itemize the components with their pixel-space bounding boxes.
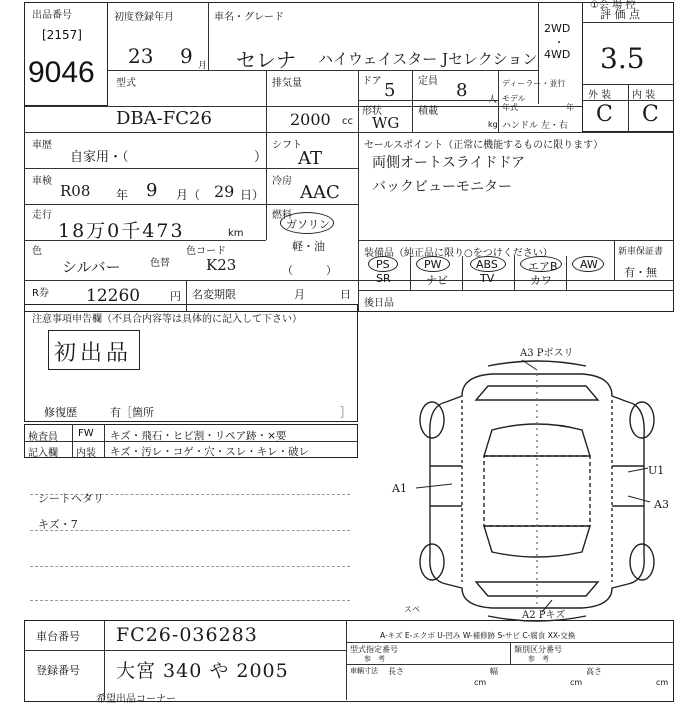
- model-year-label2: 年式: [502, 103, 518, 112]
- lot-sub-number: [2157]: [42, 28, 82, 42]
- doors-value: 5: [384, 80, 396, 101]
- diagram-bottom-note: A2 Pキズ: [522, 610, 566, 621]
- inspection-label: 車検: [32, 176, 52, 187]
- equip-sr: SR: [376, 272, 391, 285]
- fuel-gasoline: ガソリン: [286, 218, 330, 231]
- sales-line2: バックビューモニター: [372, 179, 512, 195]
- score-int: C: [642, 102, 659, 127]
- aircon-label: 冷房: [272, 176, 292, 187]
- size-label: 車輌寸法: [350, 667, 378, 675]
- name-change-month: 月: [294, 288, 305, 301]
- model-year-label1: モデル: [502, 94, 526, 103]
- inspection-y-unit: 年: [116, 188, 129, 202]
- inspector-row1-head: FW: [78, 428, 94, 439]
- repair-label: 修復歴: [44, 406, 77, 419]
- color-value: シルバー: [62, 258, 121, 276]
- repair-close: ］: [340, 406, 351, 419]
- width-cm: cm: [570, 678, 583, 687]
- inspector-label2: 記入欄: [28, 448, 58, 459]
- inspection-day: 29: [214, 182, 235, 201]
- history-close: ）: [254, 150, 268, 165]
- load-label: 積載: [418, 106, 438, 117]
- width-label: 幅: [490, 667, 498, 676]
- inspector-row2-head: 内装: [76, 448, 96, 459]
- equip-tv: TV: [480, 272, 495, 285]
- displacement-label: 排気量: [272, 78, 302, 89]
- capacity-unit: 人: [488, 95, 498, 105]
- drive-4wd: 4WD: [544, 48, 571, 61]
- after-label: 後日品: [364, 298, 394, 309]
- score-ext: C: [596, 102, 613, 127]
- color-code-label: 色コード: [186, 246, 226, 257]
- fuel-diesel: 軽・油: [292, 240, 325, 253]
- drive-dot: ・: [554, 38, 564, 49]
- color-label: 色: [32, 246, 42, 257]
- car-name: セレナ: [236, 48, 296, 72]
- type-designation-ref: 参 考: [364, 655, 385, 663]
- plate-label: 登録番号: [36, 664, 80, 677]
- shift-label: シフト: [272, 140, 302, 151]
- score-label: 評 価 点: [600, 8, 640, 21]
- equip-ps: PS: [376, 258, 390, 271]
- repair-value: 有［箇所: [110, 406, 154, 419]
- score-value: 3.5: [600, 42, 645, 75]
- sales-label: セールスポイント（正常に機能するものに限ります）: [364, 140, 604, 151]
- aircon-value: AAC: [300, 182, 340, 203]
- inspector-row1: キズ・飛石・ヒビ割・リペア跡・×要: [110, 430, 287, 442]
- drive-2wd: 2WD: [544, 22, 571, 35]
- score-int-label: 内 装: [632, 90, 656, 101]
- equip-aw: AW: [580, 258, 598, 271]
- notes-stamp: 初出品: [54, 341, 133, 366]
- diagram-wheel-note: スペ: [404, 605, 420, 614]
- inspection-d-unit: 日）: [240, 188, 265, 202]
- inspection-m-unit: 月（: [176, 188, 201, 202]
- model-value: DBA-FC26: [116, 108, 212, 129]
- color-paren: （ ）: [282, 264, 337, 277]
- mileage-value: 18万0千473: [58, 220, 185, 242]
- score-ext-label: 外 装: [588, 90, 612, 101]
- bottom-cut-label: 希望出品コーナー: [96, 694, 176, 705]
- diagram-right-note-1: U1: [648, 464, 665, 477]
- displacement-value: 2000: [290, 110, 331, 129]
- diagram-right-note-2: A3: [654, 498, 669, 511]
- length-label: 長さ: [388, 667, 404, 676]
- history-value: 自家用・（: [70, 150, 129, 165]
- sales-line1: 両側オートスライドドア: [372, 155, 526, 171]
- car-grade: ハイウェイスター Jセレクション: [318, 50, 538, 68]
- diagram-left-note: A1: [392, 482, 407, 495]
- type-designation-label: 型式指定番号: [350, 645, 398, 654]
- inspector-row2: キズ・汚レ・コゲ・穴・スレ・キレ・破レ: [110, 446, 310, 458]
- displacement-unit: cc: [342, 116, 353, 127]
- fuel-label: 燃料: [272, 210, 292, 221]
- registration-label: 初度登録年月: [114, 12, 174, 23]
- warranty-value: 有・無: [624, 266, 657, 279]
- inspector-label1: 検査員: [28, 432, 58, 443]
- model-label: 型式: [116, 78, 136, 89]
- recycle-value: 12260: [86, 286, 141, 306]
- class-number-label: 類別区分番号: [514, 645, 562, 654]
- height-label: 高さ: [586, 667, 602, 676]
- car-diagram: [392, 356, 682, 626]
- equipment-label: 装備品（純正品に限り○をつけください）: [364, 248, 553, 259]
- mileage-label: 走行: [32, 210, 52, 221]
- damage-legend: A-キズ E-エクボ U-凹み W-補修跡 S-サビ C-腐食 XX-交換: [380, 631, 576, 640]
- chassis-label: 車台番号: [36, 630, 80, 643]
- lot-label: 出品番号: [32, 10, 72, 21]
- note-line-1: シートヘタリ: [38, 492, 104, 505]
- class-number-ref: 参 考: [528, 655, 549, 663]
- diagram-top-note: A3 Pボスリ: [520, 348, 574, 359]
- color-code: K23: [206, 256, 237, 274]
- inspection-era: R08: [60, 182, 91, 200]
- capacity-label: 定員: [418, 76, 438, 87]
- name-change-day: 日: [340, 288, 351, 301]
- model-year-unit: 年: [566, 103, 574, 112]
- plate-value: 大宮 340 や 2005: [116, 660, 289, 682]
- registration-year: 23: [128, 44, 154, 68]
- shape-label: 形状: [362, 106, 382, 117]
- chassis-value: FC26-036283: [116, 624, 258, 646]
- equip-leather: カワ: [530, 274, 552, 287]
- equip-pw: PW: [424, 258, 442, 271]
- equip-abs: ABS: [476, 258, 498, 271]
- recycle-label: R券: [32, 288, 49, 299]
- equip-navi: ナビ: [426, 274, 448, 287]
- dealer-label: ディーラー・並行: [502, 79, 566, 88]
- registration-month-unit: 月: [198, 61, 208, 71]
- recycle-unit: 円: [170, 290, 181, 303]
- load-unit: kg: [488, 120, 498, 129]
- lot-number: 9046: [28, 56, 95, 89]
- history-label: 車歴: [32, 140, 52, 151]
- equip-airbag: エアB: [528, 260, 558, 273]
- shape-value: WG: [372, 114, 400, 132]
- handle-label: ハンドル 左・右: [502, 121, 568, 131]
- name-change-label: 名変期限: [192, 288, 236, 301]
- notes-label: 注意事項申告欄（不具合内容等は具体的に記入して下さい）: [32, 314, 302, 325]
- car-label: 車名・グレード: [214, 12, 284, 23]
- shift-value: AT: [298, 148, 323, 169]
- color-change-label: 色替: [150, 258, 170, 269]
- inspection-month: 9: [146, 180, 158, 201]
- warranty-label: 新車保証書: [618, 247, 664, 257]
- registration-month: 9: [180, 44, 193, 68]
- note-line-2: キズ・7: [38, 518, 78, 531]
- mileage-unit: km: [228, 228, 244, 239]
- length-cm: cm: [474, 678, 487, 687]
- top-right-partial: ①会 場 控: [590, 0, 636, 11]
- doors-label: ドア: [362, 76, 382, 87]
- height-cm: cm: [656, 678, 669, 687]
- capacity-value: 8: [456, 80, 468, 101]
